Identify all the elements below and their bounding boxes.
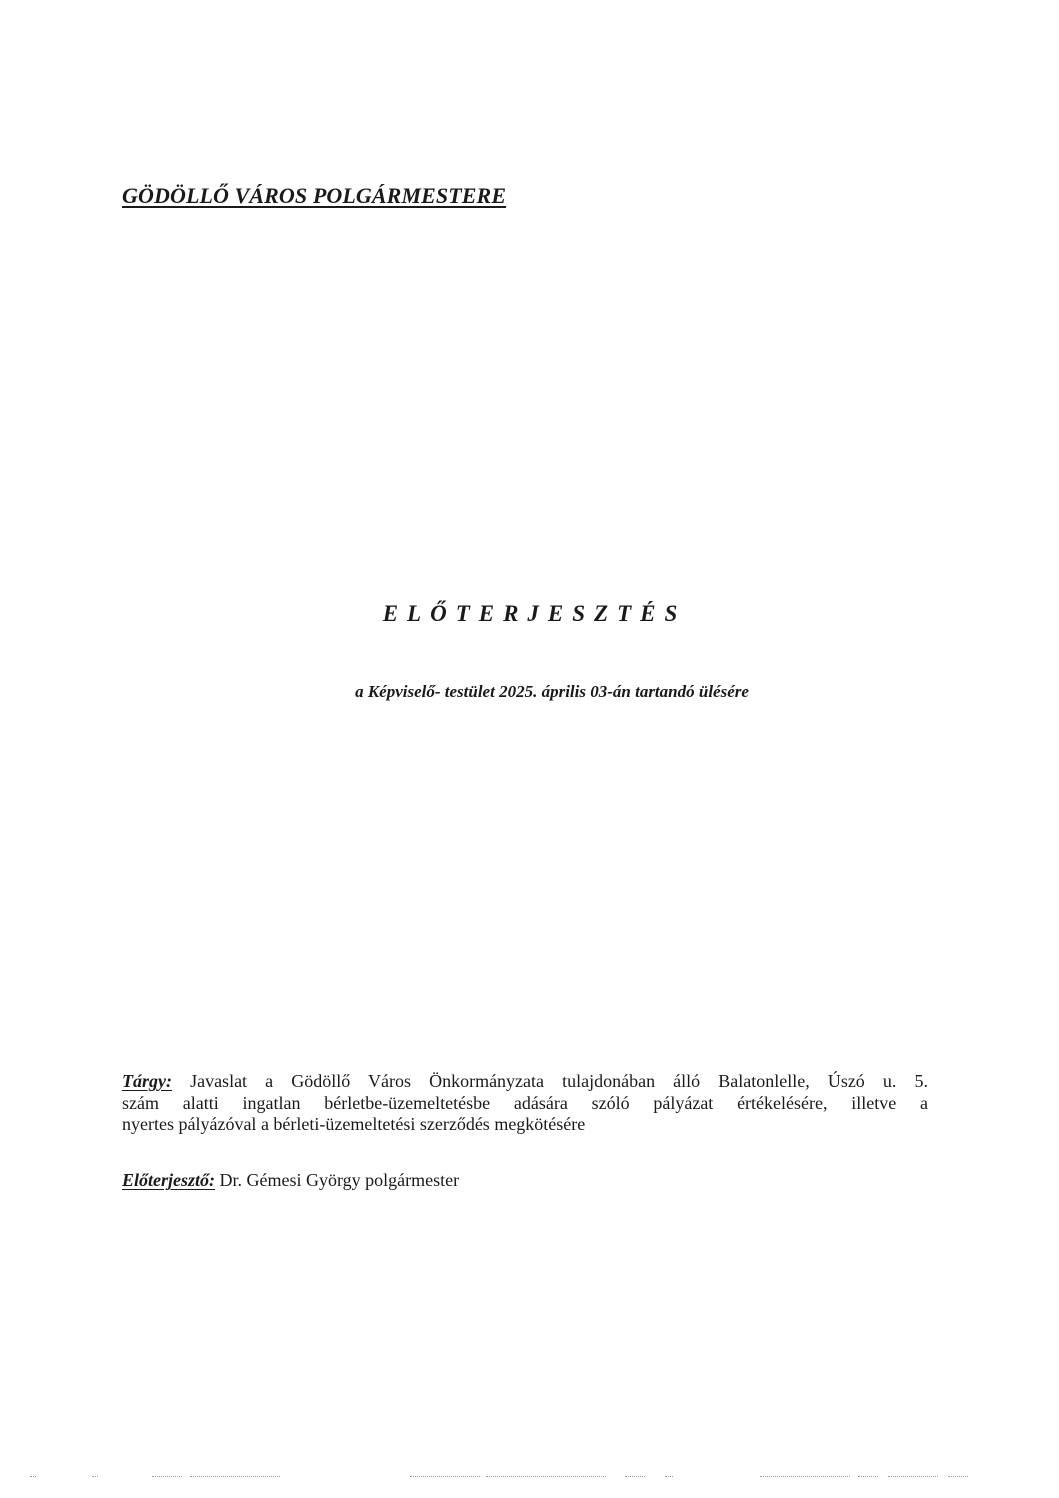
dot-group (625, 1472, 645, 1477)
subject-text-1: Javaslat a Gödöllő Város Önkormányzata tulajdonában álló Balatonlelle, Úszó u. 5. (171, 1071, 928, 1091)
dot-group (30, 1472, 36, 1477)
dot-group (665, 1472, 673, 1477)
document-title: ELŐTERJESZTÉS (382, 601, 687, 626)
scan-artifact-dots (0, 1472, 1059, 1480)
dot-group (410, 1472, 480, 1477)
dot-group (190, 1472, 280, 1477)
subject-paragraph (122, 1071, 928, 1136)
dot-group (858, 1472, 878, 1477)
dot-group (92, 1472, 98, 1477)
dot-group (888, 1472, 938, 1477)
document-subtitle: a Képviselő- testület 2025. április 03-án tartandó ülésére (355, 682, 749, 701)
presenter-label: Előterjesztő: (122, 1170, 215, 1190)
dot-group (486, 1472, 606, 1477)
presenter-name: Dr. Gémesi György polgármester (215, 1170, 460, 1190)
subject-line-1 (122, 1071, 928, 1093)
dot-group (760, 1472, 850, 1477)
dot-group (948, 1472, 968, 1477)
issuer-heading: GÖDÖLLŐ VÁROS POLGÁRMESTERE (122, 183, 507, 208)
subject-label: Tárgy: (122, 1071, 172, 1091)
presenter-line (122, 1170, 459, 1191)
dot-group (152, 1472, 182, 1477)
subject-line-2: szám alatti ingatlan bérletbe-üzemeltetésbe adására szóló pályázat értékelésére, illetve a (122, 1092, 928, 1113)
subject-line-3: nyertes pályázóval a bérleti-üzemeltetési szerződés megkötésére (122, 1114, 586, 1134)
